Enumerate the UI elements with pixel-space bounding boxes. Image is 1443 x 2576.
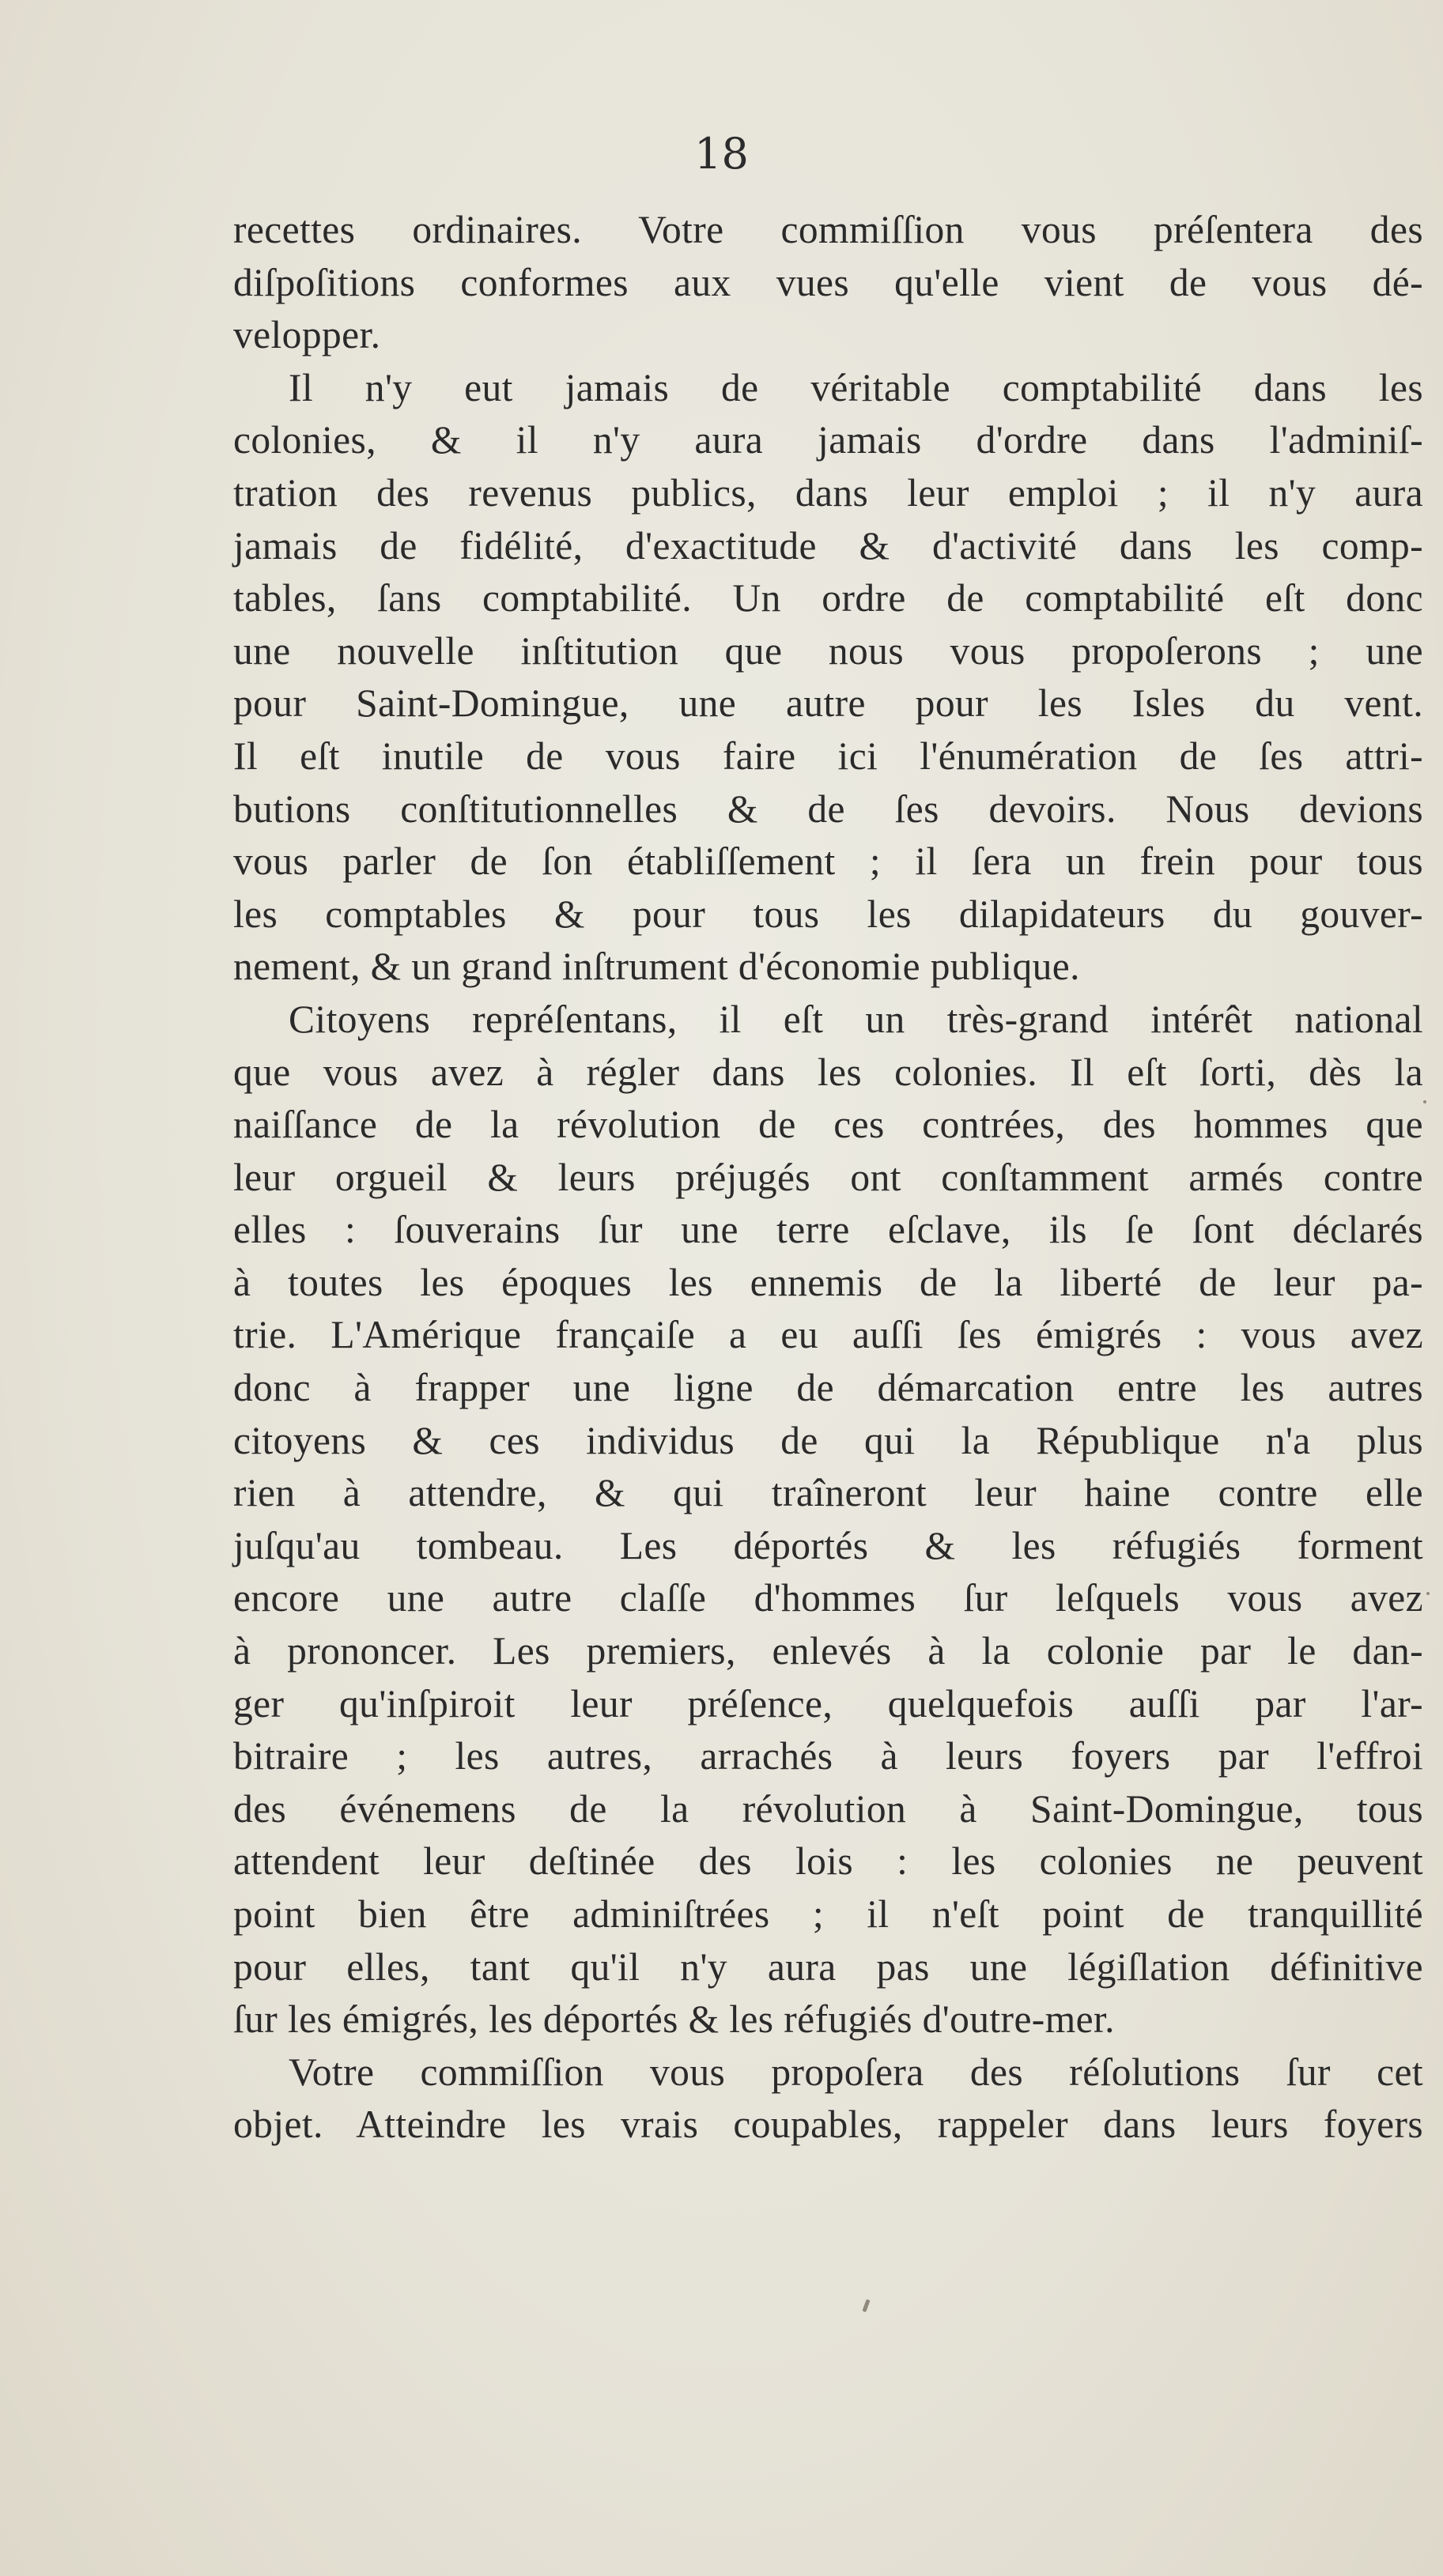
text-line: Citoyens repréſentans, il eſt un très-grand intérêt national [289,997,1423,1041]
text-line: jamais de fidélité, d'exactitude & d'activité dans les comp- [233,523,1423,568]
text-line: objet. Atteindre les vrais coupables, rappeler dans leurs foyers [233,2103,1423,2147]
text-line: tables, ſans comptabilité. Un ordre de comptabilité eſt donc [233,576,1423,620]
text-line: vous parler de ſon établiſſement ; il ſera un frein pour tous [233,839,1423,884]
text-line: encore une autre claſſe d'hommes ſur leſquels vous avez [233,1576,1423,1620]
text-line: à prononcer. Les premiers, enlevés à la colonie par le dan- [233,1629,1423,1673]
text-line: Il n'y eut jamais de véritable comptabilité dans les [289,365,1423,409]
text-line: diſpoſitions conformes aux vues qu'elle vient de vous dé- [233,260,1423,304]
text-line: nement, & un grand inſtrument d'économie publique. [233,945,1080,989]
text-line: une nouvelle inſtitution que nous vous propoſerons ; une [233,628,1423,673]
text-line: bitraire ; les autres, arrachés à leurs foyers par l'effroi [233,1734,1423,1778]
text-line: pour Saint-Domingue, une autre pour les Isles du vent. [233,681,1423,726]
paper-speck [1426,1592,1430,1595]
text-line: les comptables & pour tous les dilapidateurs du gouver- [233,892,1423,936]
text-line: leur orgueil & leurs préjugés ont conſtamment armés contre [233,1155,1423,1199]
paper-speck [862,2299,870,2313]
text-line: citoyens & ces individus de qui la République n'a plus [233,1418,1423,1462]
body-text [233,204,1423,2152]
text-line: donc à frapper une ligne de démarcation entre les autres [233,1366,1423,1410]
text-line: à toutes les époques les ennemis de la liberté de leur pa- [233,1260,1423,1304]
text-line: ſur les émigrés, les déportés & les réfugiés d'outre-mer. [233,1997,1115,2042]
text-line: attendent leur deſtinée des lois : les colonies ne peuvent [233,1839,1423,1884]
text-line: ger qu'inſpiroit leur préſence, quelquefois auſſi par l'ar- [233,1681,1423,1726]
page-number: 18 [694,129,749,179]
text-line: Votre commiſſion vous propoſera des réſolutions ſur cet [289,2050,1423,2094]
text-line: point bien être adminiſtrées ; il n'eſt point de tranquillité [233,1892,1423,1936]
paper-speck [1423,1100,1426,1103]
text-line: trie. L'Amérique françaiſe a eu auſſi ſes émigrés : vous avez [233,1313,1423,1357]
text-line: pour elles, tant qu'il n'y aura pas une légiſlation définitive [233,1944,1423,1989]
text-line: recettes ordinaires. Votre commiſſion vous préſentera des [233,208,1423,251]
text-line: que vous avez à régler dans les colonies. Il eſt ſorti, dès la [233,1050,1423,1094]
text-line: des événemens de la révolution à Saint-Domingue, tous [233,1786,1423,1831]
text-line: rien à attendre, & qui traîneront leur haine contre elle [233,1471,1423,1515]
text-line: elles : ſouverains ſur une terre eſclave, ils ſe ſont déclarés [233,1208,1423,1252]
text-line: juſqu'au tombeau. Les déportés & les réfugiés forment [233,1523,1423,1567]
text-line: tration des revenus publics, dans leur emploi ; il n'y aura [233,470,1423,515]
text-line: butions conſtitutionnelles & de ſes devoirs. Nous devions [233,786,1423,831]
text-line: colonies, & il n'y aura jamais d'ordre dans l'adminiſ- [233,418,1423,462]
text-line: Il eſt inutile de vous faire ici l'énumération de ſes attri- [233,734,1423,778]
text-line: velopper. [233,313,381,357]
text-line: naiſſance de la révolution de ces contrées, des hommes que [233,1103,1423,1147]
